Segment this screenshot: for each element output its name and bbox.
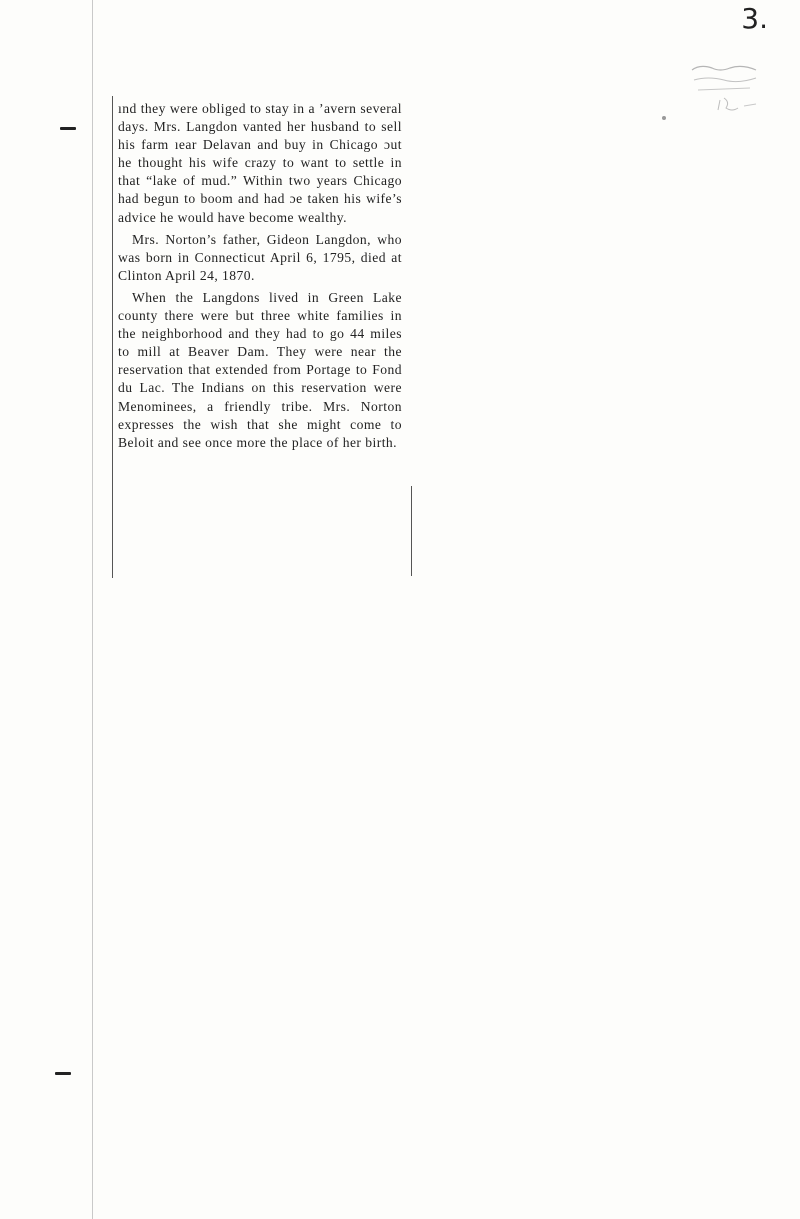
article-paragraph-3: When the Langdons lived in Green Lake county there were but three white families in the neighborhood and they had to go 44 miles to mill at Beaver Dam. They were near the reservation that extended from Portage to Fond du Lac. The Indians on this reservation were Menominees, a friendly tribe. Mrs. Norton expresses the wish that she might come to Beloit and see once more the place of her birth.: [118, 289, 402, 450]
margin-mark-top: [60, 127, 76, 130]
article-paragraph-2: Mrs. Norton’s father, Gideon Langdon, who was born in Connecticut April 6, 1795, died at Clinton April 24, 1870.: [118, 231, 402, 283]
clipping-right-edge: [411, 486, 412, 576]
pencil-annotation: [690, 62, 760, 122]
article-text: [118, 100, 402, 456]
clipping-left-edge: [112, 96, 113, 578]
newspaper-clipping: [112, 96, 408, 578]
scan-speck: [662, 116, 666, 120]
margin-mark-bottom: [55, 1072, 71, 1075]
article-paragraph-1: ınd they were obliged to stay in a ’avern several days. Mrs. Langdon vanted her husband to sell his farm ıear Delavan and buy in Chicago ɔut he thought his wife crazy to want to settle in that “lake of mud.” Within two years Chicago had begun to boom and had ɔe taken his wife’s advice he would have become wealthy.: [118, 101, 402, 225]
page-edge-line: [92, 0, 93, 1219]
page-number: 3.: [741, 2, 768, 35]
